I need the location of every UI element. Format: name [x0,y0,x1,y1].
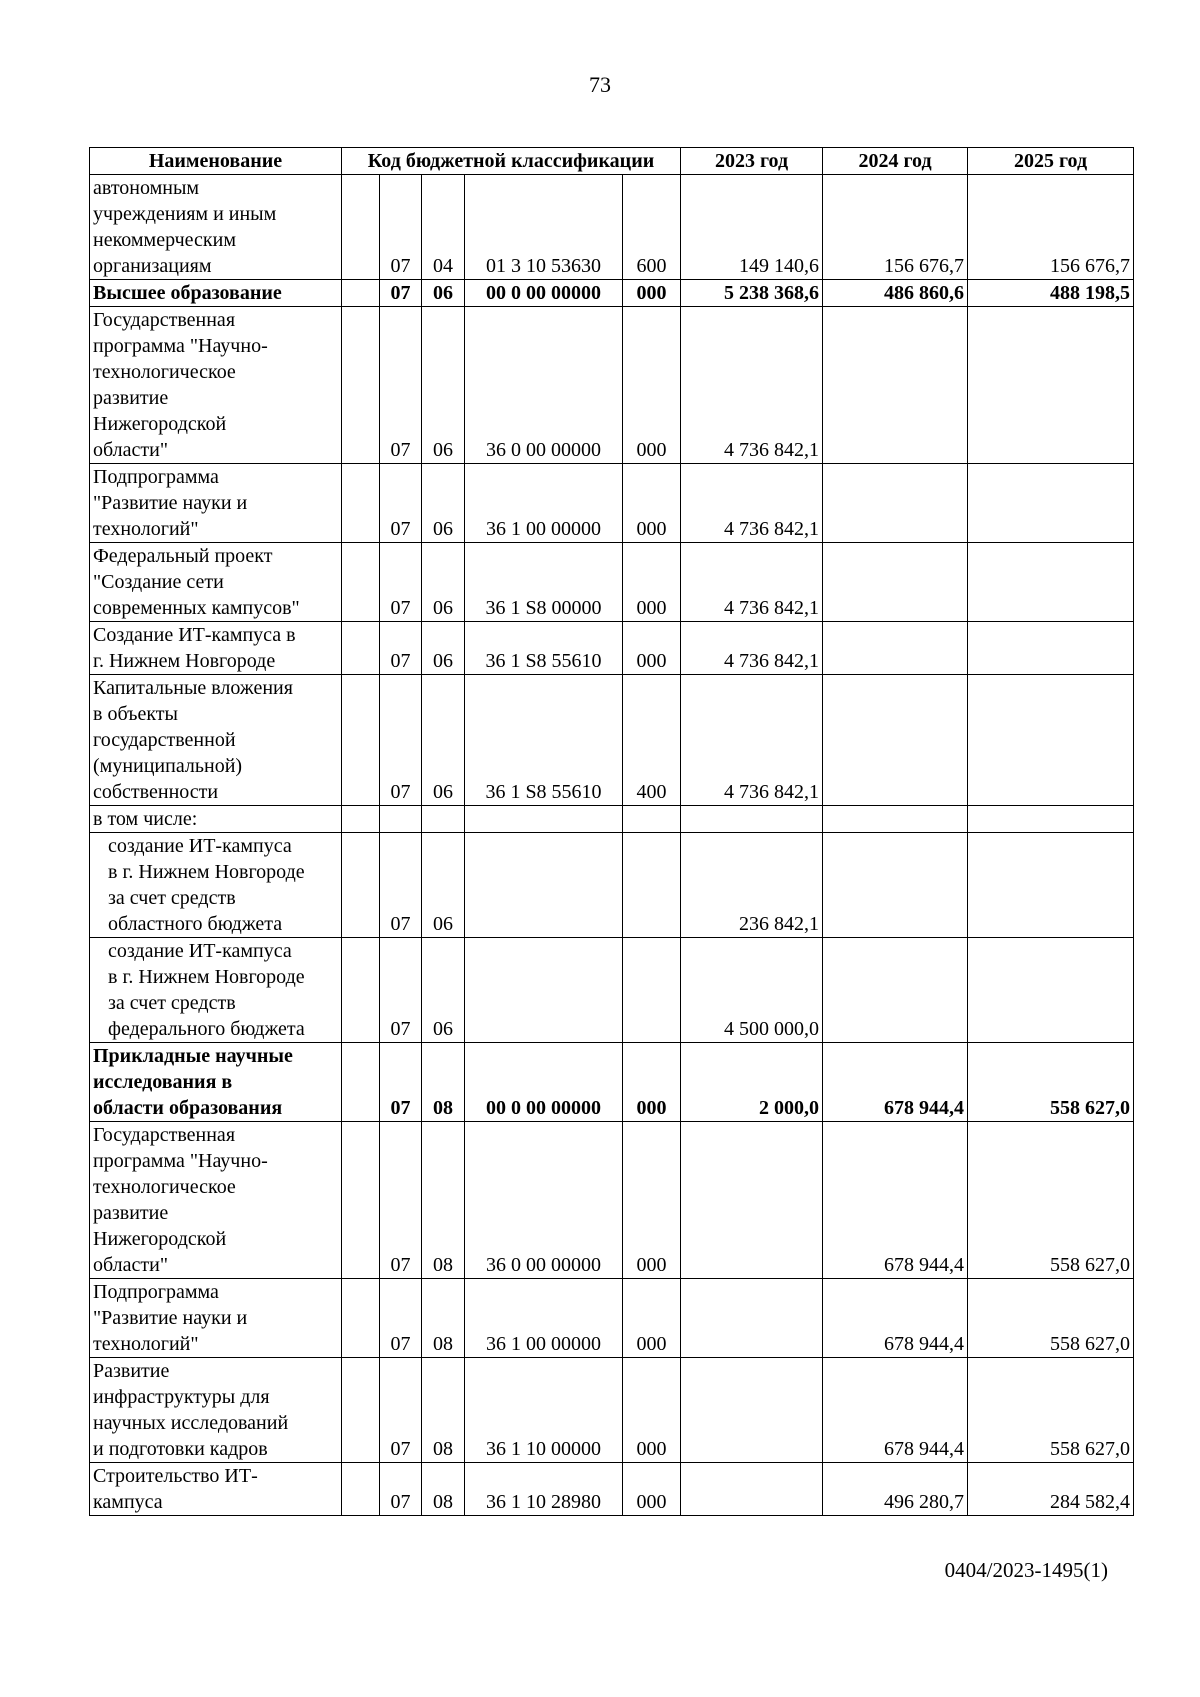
row-expense-type: 600 [623,175,681,280]
row-value-2023: 4 736 842,1 [681,675,823,806]
table-row [90,1122,1134,1279]
row-value-2023 [681,1122,823,1279]
row-value-2025: 488 198,5 [968,280,1134,307]
row-name: автономным учреждениям и иным некоммерческим организациям [90,175,342,280]
row-value-2024 [823,543,968,622]
row-value-2025 [968,833,1134,938]
row-value-2024 [823,307,968,464]
row-expense-type: 000 [623,1279,681,1358]
row-name: Развитие инфраструктуры для научных исследований и подготовки кадров [90,1358,342,1463]
row-name: в том числе: [90,806,342,833]
row-spacer [342,464,380,543]
table-row [90,1043,1134,1122]
row-name: Государственная программа "Научно- технологическое развитие Нижегородской области" [90,307,342,464]
row-value-2023 [681,1279,823,1358]
row-value-2025: 558 627,0 [968,1358,1134,1463]
table-row [90,280,1134,307]
row-expense-type: 000 [623,280,681,307]
row-value-2024: 678 944,4 [823,1279,968,1358]
row-expense-type: 000 [623,1463,681,1516]
table-row [90,1463,1134,1516]
row-spacer [342,1279,380,1358]
row-value-2024: 156 676,7 [823,175,968,280]
table-row [90,307,1134,464]
row-value-2025: 558 627,0 [968,1279,1134,1358]
row-section: 07 [380,280,422,307]
row-section: 07 [380,1279,422,1358]
row-section: 07 [380,1358,422,1463]
row-subsection: 08 [422,1358,465,1463]
row-expense-type: 000 [623,307,681,464]
table-row [90,543,1134,622]
row-target-code: 01 3 10 53630 [465,175,623,280]
row-value-2025: 156 676,7 [968,175,1134,280]
row-value-2023: 236 842,1 [681,833,823,938]
row-subsection: 04 [422,175,465,280]
table-row [90,622,1134,675]
row-value-2024 [823,464,968,543]
row-expense-type [623,938,681,1043]
row-value-2024 [823,622,968,675]
row-target-code [465,833,623,938]
header-name: Наименование [90,148,342,175]
row-section: 07 [380,543,422,622]
row-subsection: 06 [422,833,465,938]
row-subsection: 06 [422,938,465,1043]
table-row [90,1358,1134,1463]
row-value-2025 [968,938,1134,1043]
row-value-2023: 5 238 368,6 [681,280,823,307]
header-code: Код бюджетной классификации [342,148,681,175]
row-expense-type [623,806,681,833]
row-spacer [342,675,380,806]
row-section: 07 [380,175,422,280]
row-target-code: 00 0 00 00000 [465,280,623,307]
row-name: Создание ИТ-кампуса в г. Нижнем Новгороде [90,622,342,675]
row-spacer [342,1463,380,1516]
row-spacer [342,622,380,675]
document-code: 0404/2023-1495(1) [944,1558,1108,1582]
row-section: 07 [380,1122,422,1279]
row-expense-type: 000 [623,543,681,622]
row-section: 07 [380,938,422,1043]
row-target-code: 36 1 10 28980 [465,1463,623,1516]
row-value-2023: 149 140,6 [681,175,823,280]
row-value-2025 [968,543,1134,622]
row-name: создание ИТ-кампуса в г. Нижнем Новгороде за счет средств федерального бюджета [90,938,342,1043]
table-row [90,1279,1134,1358]
header-2024: 2024 год [823,148,968,175]
table-row [90,806,1134,833]
row-value-2024: 678 944,4 [823,1358,968,1463]
row-value-2023: 4 736 842,1 [681,622,823,675]
row-value-2023 [681,806,823,833]
row-spacer [342,175,380,280]
row-target-code: 36 1 S8 55610 [465,675,623,806]
row-value-2024: 486 860,6 [823,280,968,307]
row-name: Строительство ИТ- кампуса [90,1463,342,1516]
table-row [90,938,1134,1043]
row-section: 07 [380,1463,422,1516]
row-expense-type: 000 [623,622,681,675]
row-section: 07 [380,675,422,806]
row-spacer [342,1043,380,1122]
row-expense-type: 000 [623,1122,681,1279]
table-header-row [90,148,1134,175]
row-expense-type: 000 [623,464,681,543]
row-section: 07 [380,307,422,464]
row-value-2025 [968,622,1134,675]
row-section: 07 [380,622,422,675]
row-value-2023: 2 000,0 [681,1043,823,1122]
row-target-code: 36 0 00 00000 [465,1122,623,1279]
row-name: Высшее образование [90,280,342,307]
row-value-2023: 4 500 000,0 [681,938,823,1043]
header-2025: 2025 год [968,148,1134,175]
row-spacer [342,1122,380,1279]
row-spacer [342,1358,380,1463]
row-expense-type: 400 [623,675,681,806]
row-target-code: 36 1 S8 00000 [465,543,623,622]
row-name: Капитальные вложения в объекты государственной (муниципальной) собственности [90,675,342,806]
row-section: 07 [380,833,422,938]
row-value-2023: 4 736 842,1 [681,464,823,543]
row-section: 07 [380,464,422,543]
row-value-2025 [968,464,1134,543]
row-target-code: 36 1 00 00000 [465,464,623,543]
row-value-2023 [681,1358,823,1463]
row-name: создание ИТ-кампуса в г. Нижнем Новгороде за счет средств областного бюджета [90,833,342,938]
row-subsection: 08 [422,1122,465,1279]
row-expense-type: 000 [623,1358,681,1463]
row-name: Прикладные научные исследования в области образования [90,1043,342,1122]
row-subsection: 06 [422,464,465,543]
row-value-2024 [823,806,968,833]
row-subsection: 06 [422,675,465,806]
row-value-2023: 4 736 842,1 [681,307,823,464]
table-row [90,464,1134,543]
row-value-2023: 4 736 842,1 [681,543,823,622]
budget-table [89,147,1134,1516]
row-target-code: 36 1 S8 55610 [465,622,623,675]
row-spacer [342,938,380,1043]
row-value-2025 [968,806,1134,833]
row-target-code [465,938,623,1043]
row-value-2025 [968,675,1134,806]
row-expense-type: 000 [623,1043,681,1122]
row-value-2025: 558 627,0 [968,1122,1134,1279]
row-section: 07 [380,1043,422,1122]
row-subsection: 08 [422,1043,465,1122]
row-spacer [342,806,380,833]
row-spacer [342,307,380,464]
row-subsection: 06 [422,622,465,675]
row-subsection: 06 [422,543,465,622]
row-value-2024: 678 944,4 [823,1122,968,1279]
table-row [90,175,1134,280]
page-number: 73 [589,72,611,97]
row-value-2025: 558 627,0 [968,1043,1134,1122]
row-value-2025: 284 582,4 [968,1463,1134,1516]
row-target-code: 36 0 00 00000 [465,307,623,464]
table-row [90,833,1134,938]
row-value-2024: 678 944,4 [823,1043,968,1122]
row-value-2024: 496 280,7 [823,1463,968,1516]
row-name: Подпрограмма "Развитие науки и технологий" [90,1279,342,1358]
row-value-2023 [681,1463,823,1516]
row-spacer [342,543,380,622]
row-subsection [422,806,465,833]
row-value-2024 [823,675,968,806]
row-name: Государственная программа "Научно- технологическое развитие Нижегородской области" [90,1122,342,1279]
row-spacer [342,280,380,307]
row-target-code: 00 0 00 00000 [465,1043,623,1122]
row-subsection: 08 [422,1463,465,1516]
row-value-2025 [968,307,1134,464]
row-name: Подпрограмма "Развитие науки и технологий" [90,464,342,543]
row-target-code: 36 1 10 00000 [465,1358,623,1463]
row-name: Федеральный проект "Создание сети современных кампусов" [90,543,342,622]
row-value-2024 [823,833,968,938]
row-target-code: 36 1 00 00000 [465,1279,623,1358]
row-subsection: 06 [422,280,465,307]
row-spacer [342,833,380,938]
header-2023: 2023 год [681,148,823,175]
row-subsection: 06 [422,307,465,464]
row-subsection: 08 [422,1279,465,1358]
row-target-code [465,806,623,833]
row-expense-type [623,833,681,938]
row-section [380,806,422,833]
row-value-2024 [823,938,968,1043]
table-row [90,675,1134,806]
